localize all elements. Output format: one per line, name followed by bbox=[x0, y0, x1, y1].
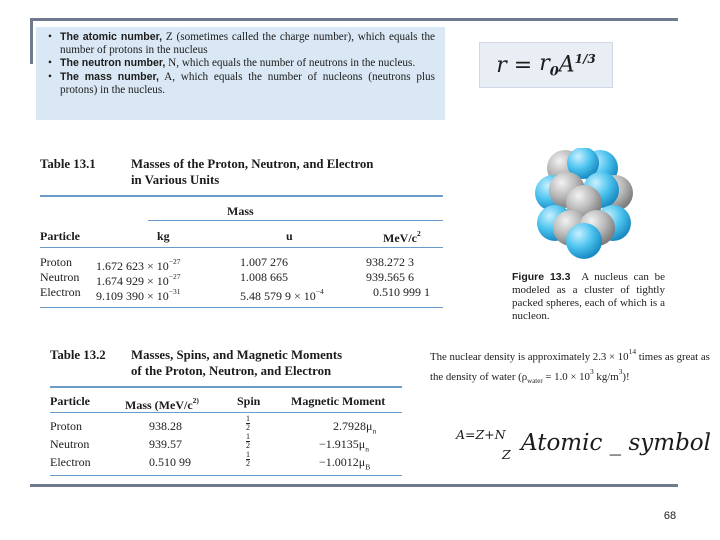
page-number: 68 bbox=[663, 510, 677, 522]
slide-frame-left bbox=[30, 18, 33, 64]
formula-r0: $r_0$ bbox=[539, 50, 559, 80]
table1-row2-particle: Neutron bbox=[40, 270, 80, 284]
definition-mass-number: • The mass number, A, which equals the number of nucleons (neutrons plus protons) in the nucleus. bbox=[60, 71, 435, 97]
figure-caption bbox=[512, 271, 665, 323]
table1-row2-u: 1.008 665 bbox=[240, 270, 288, 284]
table1-bottom-rule bbox=[40, 307, 443, 308]
table1-row1-mev: 938.272 3 bbox=[366, 255, 414, 269]
table2-row2-particle: Neutron bbox=[50, 437, 90, 451]
table2-row2-moment: $-1.9135\mu_n$ bbox=[319, 437, 369, 454]
table1-row2-mev: 939.565 6 bbox=[366, 270, 414, 284]
table2-row1-particle: Proton bbox=[50, 419, 83, 433]
table1-top-rule bbox=[40, 195, 443, 197]
table2-row3-spin: 1 2 bbox=[246, 450, 250, 468]
table2-row1-moment: $2.7928\mu_n$ bbox=[333, 419, 377, 436]
definition-neutron-number: • The neutron number, N, which equals the number of neutrons in the nucleus. bbox=[60, 57, 435, 70]
table2-bottom-rule bbox=[50, 475, 402, 476]
table1-row1-particle: Proton bbox=[40, 255, 73, 269]
slide-frame-top bbox=[30, 18, 678, 21]
table2-row1-mass: 938.28 bbox=[149, 419, 182, 433]
definition-atomic-number: • The atomic number, Z (sometimes called the charge number), which equals the number of protons in the nucleus bbox=[60, 31, 435, 57]
table1-title: Table 13.1 Masses of the Proton, Neutron, and Electron in Various Units bbox=[40, 157, 374, 187]
mass-number-equation: A=Z+N bbox=[456, 427, 506, 442]
table2-col-particle: Particle bbox=[50, 394, 90, 408]
table1-col-kg: kg bbox=[157, 229, 170, 243]
table2-row3-moment: $-1.0012\mu_B$ bbox=[319, 455, 371, 472]
formula-lhs: r = bbox=[496, 52, 533, 78]
table1-row1-u: 1.007 276 bbox=[240, 255, 288, 269]
figure-caption-text: A nucleus can be modeled as a cluster of tightly packed spheres, each of which is a nucleon. bbox=[512, 271, 665, 322]
table2-top-rule bbox=[50, 386, 402, 388]
table2-col-spin: Spin bbox=[237, 394, 261, 408]
table1-col-mev: MeV/$c^2$ bbox=[383, 229, 421, 245]
nuclear-density-note: The nuclear density is approximately $2.3 \times 10^{14}$ times as great as the density of water ($\rho_{water} = 1.0 \times 10^3$ $kg/m^3$)! bbox=[430, 347, 710, 385]
table1-header-rule bbox=[40, 247, 443, 248]
atomic-number-subscript: Z bbox=[502, 447, 511, 462]
radius-formula bbox=[479, 42, 613, 88]
formula-a: $A^{1/3}$ bbox=[558, 52, 596, 78]
table2-col-moment: Magnetic Moment bbox=[291, 394, 386, 408]
figure-label: Figure 13.3 bbox=[512, 271, 571, 283]
table1-row3-u: 5.48 579 $9 \times 10^{-4}$ bbox=[240, 287, 324, 303]
table2-row2-spin: 1 2 bbox=[246, 432, 250, 450]
table1-col-u: u bbox=[286, 229, 293, 243]
table2-title: Table 13.2 Masses, Spins, and Magnetic Moments of the Proton, Neutron, and Electron bbox=[50, 348, 343, 378]
definitions-box bbox=[36, 27, 445, 120]
nucleus-sphere-cluster-image bbox=[535, 148, 633, 260]
atomic-symbol-label: Atomic _ symbol bbox=[521, 430, 711, 456]
table1-row3-kg: 9.109 $390 \times 10^{-31}$ bbox=[96, 287, 181, 303]
atomic-symbol-notation bbox=[456, 425, 711, 470]
table1-row3-mev: 0.510 999 1 bbox=[373, 285, 430, 299]
table2-row2-mass: 939.57 bbox=[149, 437, 182, 451]
table1-row2-kg: 1.674 $929 \times 10^{-27}$ bbox=[96, 272, 181, 288]
table2-row1-spin: 1 2 bbox=[246, 414, 250, 432]
table1-col-particle: Particle bbox=[40, 229, 80, 243]
table2-row3-particle: Electron bbox=[50, 455, 91, 469]
table2-header-rule bbox=[50, 412, 402, 413]
table1-row1-kg: 1.672 $623 \times 10^{-27}$ bbox=[96, 257, 181, 273]
table2-row3-mass: 0.510 99 bbox=[149, 455, 191, 469]
slide-frame-bottom bbox=[30, 484, 678, 487]
table2-col-mass: Mass ($MeV/c^{2)}$ bbox=[125, 396, 199, 412]
table1-row3-particle: Electron bbox=[40, 285, 81, 299]
table1-group-rule bbox=[148, 220, 443, 221]
table1-mass-header: Mass bbox=[227, 204, 254, 218]
